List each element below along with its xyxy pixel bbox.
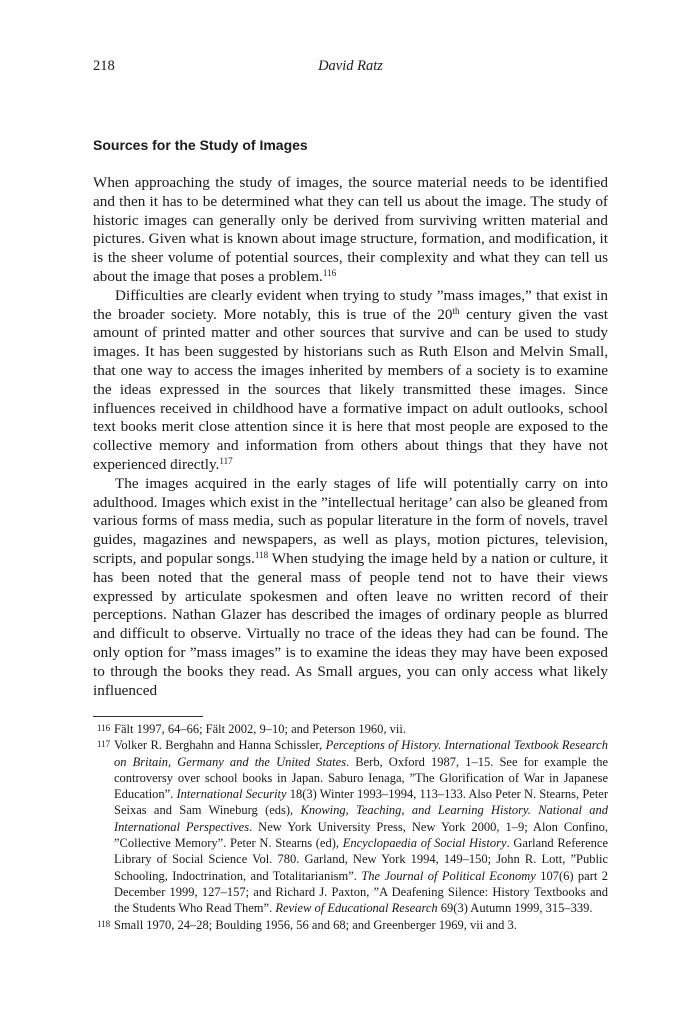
footnote-text: Volker R. Berghahn and Hanna Schissler, (114, 738, 326, 753)
footnote-118 (93, 917, 608, 933)
section-heading: Sources for the Study of Images (93, 137, 308, 153)
running-title-author: David Ratz (318, 58, 383, 74)
footnote-text: 69(3) Autumn 1999, 315–339. (437, 901, 593, 916)
body-text (93, 174, 608, 700)
paragraph-2-text-b: century given the vast amount of printed matter and other sources that survive and can be used to study images. It has been suggested by historians such as Ruth Elson and Melvin Small, that one way to access the images inherited by members of a society is to examine the ideas expressed in the sources that likely transmitted these images. Since influences received in childhood have a formative impact on adult outlooks, school text books merit close attention since it is here that most people are exposed to the collective memory and information from others about things that they have not experienced directly. (93, 305, 608, 473)
paragraph-2-text-a: Difficulties are clearly evident when trying to study ”mass images,” that exist in the broader society. More notably, this is true of the 20 (93, 286, 608, 323)
footnote-number: 117 (97, 739, 111, 750)
footnote-text: . Garland Reference Library of Social Science Vol. 780. Garland, New York 1994, 149–150; John R. Lott, ”Public Schooling, Indoctrination, and Totalitarianism”. (114, 836, 608, 883)
footnote-text: . New York University Press, New York 2000, 1–9; Alon Confino, ”Collective Memory”. Peter N. Stearns (ed), (114, 819, 608, 851)
footnote-ref-118: 118 (254, 549, 269, 560)
footnote-text: 18(3) Winter 1993–1994, 113–133. Also Peter N. Stearns, Peter Seixas and Sam Wineburg (eds), (114, 787, 608, 818)
footnote-text: 107(6) part 2 December 1999, 127–157; and Richard J. Paxton, ”A Deafening Silence: History Textbooks and the Students Who Read Them”. (114, 868, 608, 916)
footnote-title-italic: Review of Educational Research (275, 901, 438, 916)
footnote-title-italic: Knowing, Teaching, and Learning History. National and International Perspectives (114, 803, 608, 834)
paragraph-3 (93, 475, 608, 701)
footnote-title-italic: International Security (176, 787, 287, 802)
paragraph-1-text: When approaching the study of images, the source material needs to be identified and then it has to be determined what they can tell us about the image. The study of historic images can generally only be derived from surviving written material and pictures. Given what is known about image structure, formation, and modification, it is the sheer volume of potential sources, their complexity and what they can tell us about the image that poses a problem. (93, 174, 608, 285)
footnote-title-italic: The Journal of Political Economy (361, 868, 536, 883)
footnote-number: 116 (97, 723, 111, 733)
paragraph-3-text-b: When studying the image held by a nation or culture, it has been noted that the general mass of people tend not to have their views expressed by articulate spokesmen and often leave no written record of their perceptions. Nathan Glazer has described the images of ordinary people as blurred and difficult to observe. Virtually no trace of the ideas they had can be found. The only option for ”mass images” is to examine the ideas they may have been exposed to through the books they read. As Small argues, you can only access what likely influenced (93, 549, 609, 699)
footnote-text: Fält 1997, 64–66; Fält 2002, 9–10; and Peterson 1960, vii. (114, 722, 407, 736)
footnote-number: 118 (97, 918, 111, 929)
footnote-text: Small 1970, 24–28; Boulding 1956, 56 and 68; and Greenberger 1969, vii and 3. (114, 917, 517, 932)
footnotes (93, 721, 608, 933)
page-number: 218 (93, 58, 115, 74)
footnote-117 (93, 737, 608, 916)
paragraph-3-text-a: The images acquired in the early stages of life will potentially carry on into adulthood. Images which exist in the ”intellectual heritage’ can also be gleaned from various forms of mass media, such as popular literature in the form of novels, travel guides, magazines and newspapers, as well as plays, motion pictures, television, scripts, and popular songs. (93, 474, 608, 567)
footnote-title-italic: Encyclopaedia of Social History (342, 836, 507, 851)
running-head (93, 56, 608, 76)
footnote-116 (93, 721, 608, 737)
paragraph-2 (93, 287, 608, 475)
footnote-ref-116: 116 (322, 267, 337, 278)
paragraph-1 (93, 174, 608, 287)
footnote-title-italic: Perceptions of History. International Textbook Research on Britain, Germany and the United States (114, 738, 608, 769)
footnote-ref-117: 117 (219, 455, 233, 466)
footnote-text: . Berb, Oxford 1987, 1–15. See for example the controversy over school books in Japan. Saburo Ienaga, ”The Glorification of War in Japanese Education”. (114, 754, 608, 802)
ordinal-suffix: th (452, 305, 460, 316)
footnote-divider (93, 716, 203, 717)
